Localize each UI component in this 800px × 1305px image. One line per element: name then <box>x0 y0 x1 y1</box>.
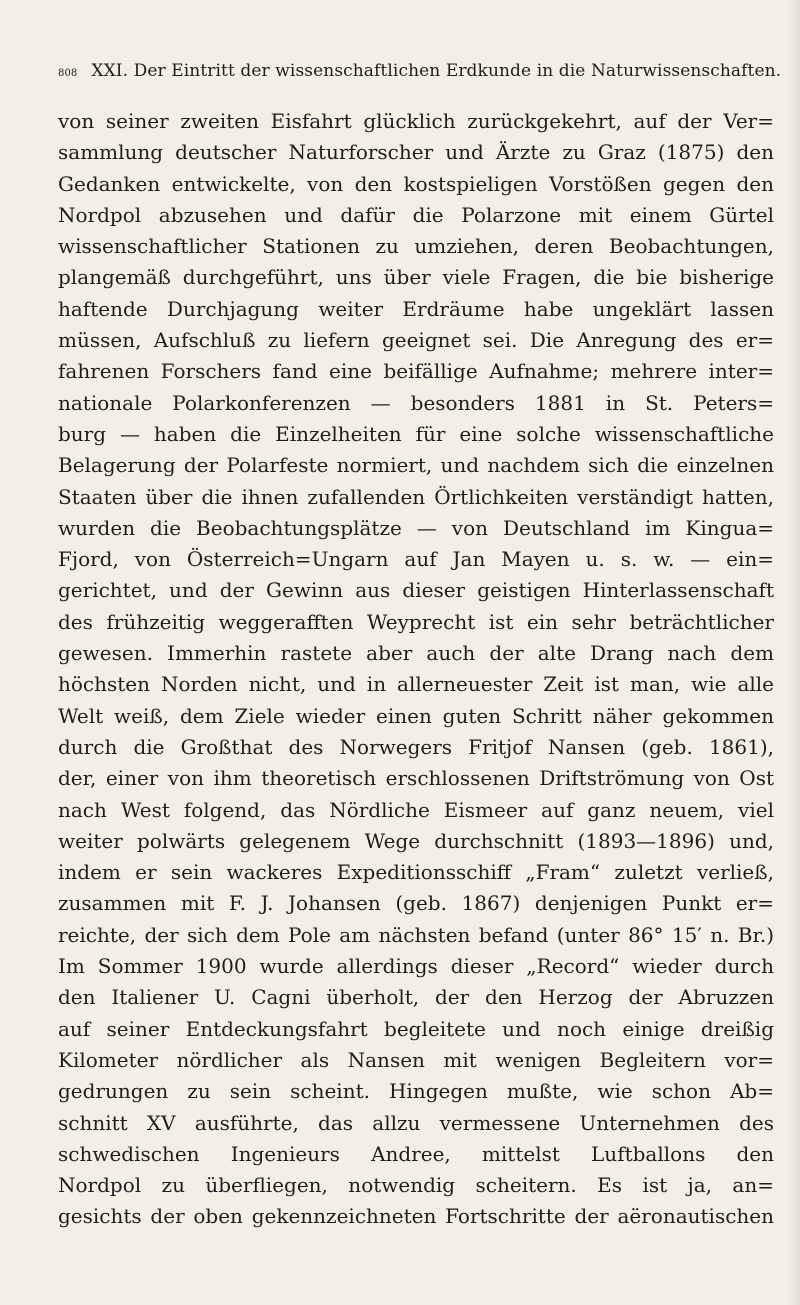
text-line: weiter polwärts gelegenem Wege durchschnitt (1893—1896) und, <box>58 828 774 853</box>
text-line: schwedischen Ingenieurs Andree, mittelst Luftballons den <box>58 1141 774 1166</box>
text-line: Fjord, von Österreich=Ungarn auf Jan Mayen u. s. w. — ein= <box>58 547 774 572</box>
page-edge-shadow <box>786 0 800 1305</box>
text-line: gewesen. Immerhin rastete aber auch der alte Drang nach dem <box>58 641 774 666</box>
text-line: wissenschaftlicher Stationen zu umziehen, deren Beobachtungen, <box>58 234 774 259</box>
text-line: sammlung deutscher Naturforscher und Ärzte zu Graz (1875) den <box>58 140 774 165</box>
running-head <box>58 56 782 86</box>
text-line: der, einer von ihm theoretisch erschlossenen Driftströmung von Ost <box>58 766 774 791</box>
text-line: den Italiener U. Cagni überholt, der den Herzog der Abruzzen <box>58 985 774 1010</box>
text-line: haftende Durchjagung weiter Erdräume habe ungeklärt lassen <box>58 296 774 321</box>
text-line: wurden die Beobachtungsplätze — von Deutschland im Kingua= <box>58 515 774 540</box>
text-line: Belagerung der Polarfeste normiert, und nachdem sich die einzelnen <box>58 453 774 478</box>
text-line: müssen, Aufschluß zu liefern geeignet sei. Die Anregung des er= <box>58 328 774 353</box>
text-line: burg — haben die Einzelheiten für eine solche wissenschaftliche <box>58 421 774 446</box>
text-line: gesichts der oben gekennzeichneten Fortschritte der aëronautischen <box>58 1204 774 1229</box>
text-line: nach West folgend, das Nördliche Eismeer auf ganz neuem, viel <box>58 797 774 822</box>
body-text <box>58 106 774 1233</box>
text-line: zusammen mit F. J. Johansen (geb. 1867) denjenigen Punkt er= <box>58 891 774 916</box>
text-line: fahrenen Forschers fand eine beifällige Aufnahme; mehrere inter= <box>58 359 774 384</box>
text-line: Nordpol abzusehen und dafür die Polarzone mit einem Gürtel <box>58 202 774 227</box>
text-line: Nordpol zu überfliegen, notwendig scheitern. Es ist ja, an= <box>58 1173 774 1198</box>
text-line: des frühzeitig weggerafften Weyprecht ist ein sehr beträchtlicher <box>58 609 774 634</box>
text-line: schnitt XV ausführte, das allzu vermessene Unternehmen des <box>58 1110 774 1135</box>
text-line: gerichtet, und der Gewinn aus dieser geistigen Hinterlassenschaft <box>58 578 774 603</box>
text-line: indem er sein wackeres Expeditionsschiff „Fram“ zuletzt verließ, <box>58 860 774 885</box>
running-title: XXI. Der Eintritt der wissenschaftlichen Erdkunde in die Naturwissenschaften. <box>91 61 782 81</box>
text-line: Gedanken entwickelte, von den kostspieligen Vorstößen gegen den <box>58 171 774 196</box>
text-line: auf seiner Entdeckungsfahrt begleitete und noch einige dreißig <box>58 1016 774 1041</box>
page-number: 808 <box>58 68 78 79</box>
text-line: reichte, der sich dem Pole am nächsten befand (unter 86° 15′ n. Br.) <box>58 922 774 947</box>
text-line: Im Sommer 1900 wurde allerdings dieser „Record“ wieder durch <box>58 954 774 979</box>
text-line: Kilometer nördlicher als Nansen mit wenigen Begleitern vor= <box>58 1047 774 1072</box>
text-line: von seiner zweiten Eisfahrt glücklich zurückgekehrt, auf der Ver= <box>58 109 774 133</box>
text-line: plangemäß durchgeführt, uns über viele Fragen, die bie bisherige <box>58 265 774 290</box>
text-line: höchsten Norden nicht, und in allerneuester Zeit ist man, wie alle <box>58 672 774 697</box>
text-line: Staaten über die ihnen zufallenden Örtlichkeiten verständigt hatten, <box>58 484 774 509</box>
text-line: Welt weiß, dem Ziele wieder einen guten Schritt näher gekommen <box>58 703 774 728</box>
text-line: durch die Großthat des Norwegers Fritjof Nansen (geb. 1861), <box>58 734 774 759</box>
text-line: nationale Polarkonferenzen — besonders 1881 in St. Peters= <box>58 390 774 415</box>
text-line: gedrungen zu sein scheint. Hingegen mußte, wie schon Ab= <box>58 1079 774 1104</box>
